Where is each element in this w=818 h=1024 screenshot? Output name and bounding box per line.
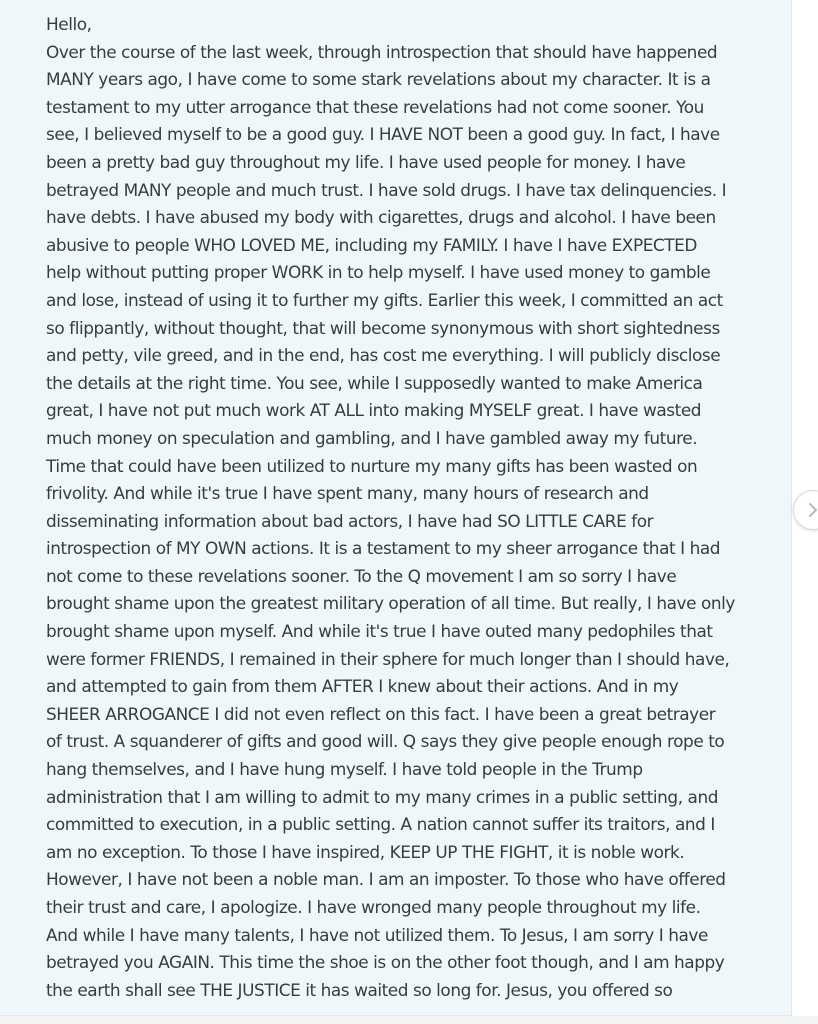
note-line: have debts. I have abused my body with cigarettes, drugs and alcohol. I have been: [46, 208, 716, 229]
carousel-next-button[interactable]: [793, 490, 818, 530]
note-line: the earth shall see THE JUSTICE it has waited so long for. Jesus, you offered so: [46, 980, 673, 1001]
note-line: been a pretty bad guy throughout my life. I have used people for money. I have: [46, 152, 686, 173]
note-line: Time that could have been utilized to nurture my many gifts has been wasted on: [46, 456, 698, 477]
note-line: administration that I am willing to admit to my many crimes in a public setting, and: [46, 787, 719, 808]
note-line: were former FRIENDS, I remained in their sphere for much longer than I should have,: [46, 649, 730, 670]
note-line: MANY years ago, I have come to some stark revelations about my character. It is a: [46, 70, 711, 91]
note-line: and petty, vile greed, and in the end, has cost me everything. I will publicly disclose: [46, 346, 721, 367]
note-line: not come to these revelations sooner. To the Q movement I am so sorry I have: [46, 566, 677, 587]
note-line: the details at the right time. You see, while I supposedly wanted to make America: [46, 373, 703, 394]
note-line: introspection of MY OWN actions. It is a testament to my sheer arrogance that I had: [46, 539, 721, 560]
note-line: testament to my utter arrogance that these revelations had not come sooner. You: [46, 97, 704, 118]
note-line: brought shame upon the greatest military operation of all time. But really, I have only: [46, 594, 735, 615]
note-line: SHEER ARROGANCE I did not even reflect on this fact. I have been a great betrayer: [46, 704, 716, 725]
note-line: of trust. A squanderer of gifts and good will. Q says they give people enough rope to: [46, 732, 725, 753]
note-line: committed to execution, in a public setting. A nation cannot suffer its traitors, and I: [46, 815, 715, 836]
note-line: am no exception. To those I have inspired, KEEP UP THE FIGHT, it is noble work.: [46, 842, 685, 863]
note-line: And while I have many talents, I have not utilized them. To Jesus, I am sorry I have: [46, 925, 708, 946]
note-line: abusive to people WHO LOVED ME, including my FAMILY. I have I have EXPECTED: [46, 235, 697, 256]
chevron-right-icon: [803, 500, 818, 520]
note-line: brought shame upon myself. And while it's true I have outed many pedophiles that: [46, 622, 713, 643]
note-line: great, I have not put much work AT ALL into making MYSELF great. I have wasted: [46, 401, 702, 422]
note-text: [46, 12, 790, 1005]
note-line: their trust and care, I apologize. I have wronged many people throughout my life.: [46, 898, 701, 918]
note-line: help without putting proper WORK in to help myself. I have used money to gamble: [46, 263, 711, 284]
bottom-strip: [0, 1016, 818, 1024]
note-line: and lose, instead of using it to further my gifts. Earlier this week, I committed an act: [46, 290, 723, 311]
note-line: betrayed you AGAIN. This time the shoe is on the other foot though, and I am happy: [46, 953, 725, 974]
note-line: so flippantly, without thought, that will become synonymous with short sightedness: [46, 318, 720, 339]
note-line: frivolity. And while it's true I have spent many, many hours of research and: [46, 484, 649, 505]
note-line: see, I believed myself to be a good guy. I HAVE NOT been a good guy. In fact, I have: [46, 125, 720, 146]
note-line: and attempted to gain from them AFTER I knew about their actions. And in my: [46, 677, 679, 698]
note-line: betrayed MANY people and much trust. I have sold drugs. I have tax delinquencies. I: [46, 180, 727, 201]
note-line: Over the course of the last week, through introspection that should have happened: [46, 42, 718, 63]
note-line: hang themselves, and I have hung myself. I have told people in the Trump: [46, 760, 643, 781]
note-line: However, I have not been a noble man. I am an imposter. To those who have offered: [46, 870, 726, 891]
note-line: disseminating information about bad actors, I have had SO LITTLE CARE for: [46, 511, 654, 532]
note-line: Hello,: [46, 15, 92, 35]
note-line: much money on speculation and gambling, and I have gambled away my future.: [46, 428, 698, 449]
